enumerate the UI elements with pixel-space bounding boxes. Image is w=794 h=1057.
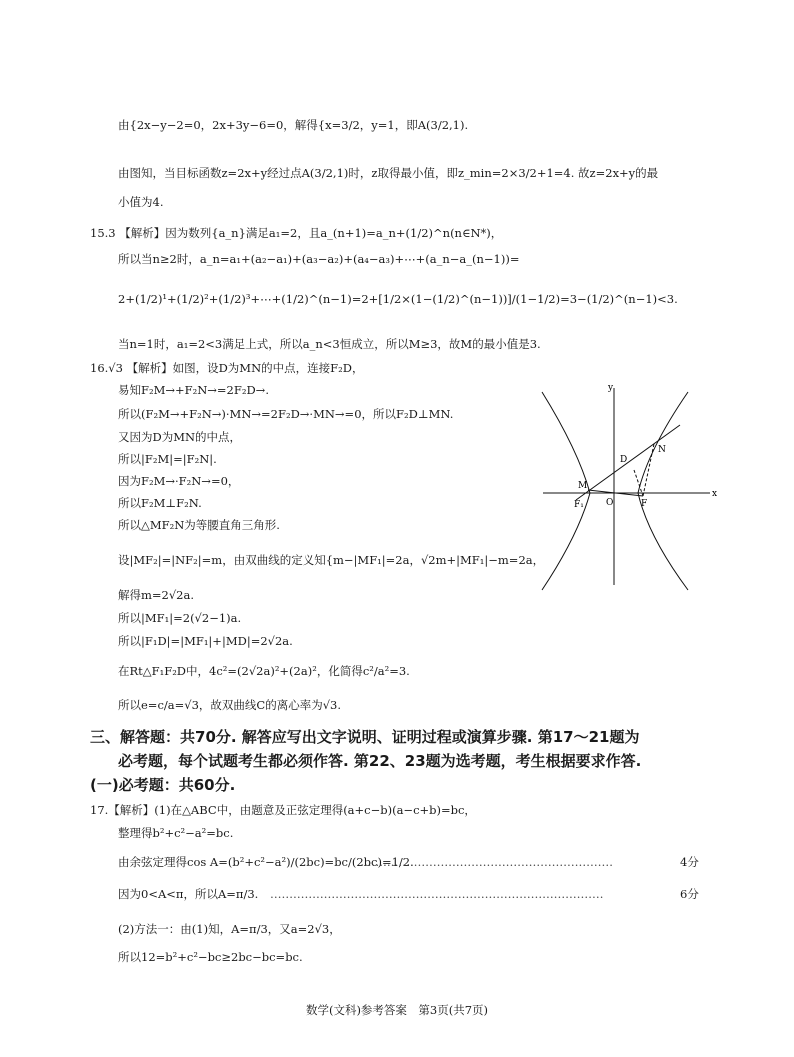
- hyperbola-figure: [538, 380, 718, 592]
- line-7: 当n=1时，a₁=2<3满足上式，所以a_n<3恒成立，所以M≥3，故M的最小值是3.: [118, 337, 541, 351]
- line-19: 所以|F₁D|=|MF₁|+|MD|=2√2a.: [118, 634, 293, 648]
- hyperbola-right-branch: [638, 392, 688, 590]
- line-16: 设|MF₂|=|NF₂|=m，由双曲线的定义知{m−|MF₁|=2a，√2m+|MF₁|−m=2a，: [118, 553, 545, 567]
- score-2: 6分: [680, 887, 699, 901]
- section-heading-line2: 必考题，每个试题考生都必须作答. 第22、23题为选考题，考生根据要求作答.: [118, 752, 642, 770]
- label-o: O: [606, 498, 614, 508]
- line-21: 所以e=c/a=√3，故双曲线C的离心率为√3.: [118, 698, 341, 712]
- line-15: 所以△MF₂N为等腰直角三角形.: [118, 518, 280, 532]
- section-subheading: (一)必考题：共60分.: [90, 776, 236, 794]
- label-f1: F₁: [574, 500, 584, 510]
- line-mn: [576, 425, 680, 500]
- line-11: 又因为D为MN的中点，: [118, 430, 242, 444]
- line-1: 由{2x−y−2=0，2x+3y−6=0，解得{x=3/2，y=1，即A(3/2,1).: [118, 118, 469, 132]
- line-14: 所以F₂M⊥F₂N.: [118, 496, 202, 510]
- line-24: 由余弦定理得cos A=(b²+c²−a²)/(2bc)=bc/(2bc)=1/2.: [118, 855, 414, 869]
- label-d: D: [620, 455, 628, 465]
- line-13: 因为F₂M→·F₂N→=0，: [118, 474, 240, 488]
- score-1: 4分: [680, 855, 699, 869]
- line-3: 小值为4.: [118, 195, 164, 209]
- line-18: 所以|MF₁|=2(√2−1)a.: [118, 611, 242, 625]
- line-8: 16.√3 【解析】如图，设D为MN的中点，连接F₂D，: [90, 361, 364, 375]
- section-heading-line1: 三、解答题：共70分. 解答应写出文字说明、证明过程或演算步骤. 第17～21题为: [90, 728, 640, 746]
- label-n: N: [658, 445, 666, 455]
- dot-leader-2: ……………………………………………………………………………: [270, 887, 604, 901]
- dot-leader-1: …………………………………………………………: [360, 855, 613, 869]
- line-20: 在Rt△F₁F₂D中，4c²=(2√2a)²+(2a)²，化简得c²/a²=3.: [118, 664, 410, 678]
- line-23: 整理得b²+c²−a²=bc.: [118, 826, 234, 840]
- label-f: F: [641, 499, 648, 509]
- line-2: 由图知，当目标函数z=2x+y经过点A(3/2,1)时，z取得最小值，即z_min=2×3/2+1=4. 故z=2x+y的最: [118, 166, 659, 180]
- line-12: 所以|F₂M|=|F₂N|.: [118, 452, 217, 466]
- line-9: 易知F₂M→+F₂N→=2F₂D→.: [118, 383, 269, 397]
- label-y: y: [608, 383, 614, 393]
- line-26: (2)方法一：由(1)知，A=π/3，又a=2√3，: [118, 922, 341, 936]
- line-25: 因为0<A<π，所以A=π/3.: [118, 887, 259, 901]
- line-10: 所以(F₂M→+F₂N→)·MN→=2F₂D→·MN→=0，所以F₂D⊥MN.: [118, 407, 454, 421]
- line-4: 15.3 【解析】因为数列{a_n}满足a₁=2，且a_(n+1)=a_n+(1/2)^n(n∈N*)，: [90, 226, 503, 240]
- line-27: 所以12=b²+c²−bc≥2bc−bc=bc.: [118, 950, 303, 964]
- line-5: 所以当n≥2时，a_n=a₁+(a₂−a₁)+(a₃−a₂)+(a₄−a₃)+⋯+(a_n−a_(n−1))=: [118, 252, 520, 266]
- label-x: x: [712, 489, 718, 499]
- line-22: 17.【解析】(1)在△ABC中，由题意及正弦定理得(a+c−b)(a−c+b)=bc，: [90, 803, 476, 817]
- page-footer: 数学(文科)参考答案 第3页(共7页): [305, 1003, 489, 1017]
- line-6: 2+(1/2)¹+(1/2)²+(1/2)³+⋯+(1/2)^(n−1)=2+[1/2×(1−(1/2)^(n−1))]/(1−1/2)=3−(1/2)^(n−1)<3.: [118, 292, 678, 306]
- hyperbola-left-branch: [542, 392, 590, 590]
- label-m: M: [578, 481, 588, 491]
- line-17: 解得m=2√2a.: [118, 588, 195, 602]
